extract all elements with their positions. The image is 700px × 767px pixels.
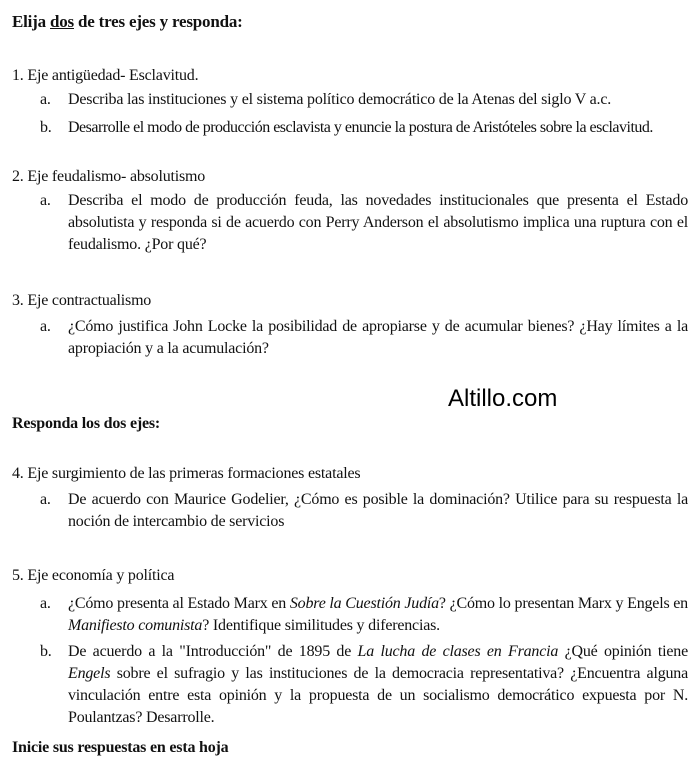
author-name: Engels bbox=[68, 665, 111, 682]
section-title: 4. Eje surgimiento de las primeras formaciones estatales bbox=[12, 465, 361, 482]
item-marker: b. bbox=[40, 119, 52, 136]
item-text: ¿Cómo justifica John Locke la posibilidad de apropiarse y de acumular bienes? ¿Hay límites a la apropiación y a la acumulación? bbox=[68, 318, 688, 357]
instruction-underlined: dos bbox=[50, 12, 74, 31]
item-text bbox=[68, 641, 688, 729]
section-title: 2. Eje feudalismo- absolutismo bbox=[12, 168, 206, 185]
item-text: Describa el modo de producción feuda, las novedades institucionales que presenta el Estado absolutista y responda si de acuerdo con Perry Anderson el absolutismo implica una ruptura con el feudalismo. ¿Por qué? bbox=[68, 192, 688, 253]
item-marker: a. bbox=[40, 595, 51, 612]
book-title: Manifiesto comunista bbox=[68, 617, 203, 634]
instruction-pre: Elija bbox=[12, 12, 50, 31]
item-text-part: ¿Qué opinión tiene bbox=[558, 643, 688, 660]
item-text bbox=[68, 593, 688, 637]
book-title: Sobre la Cuestión Judía bbox=[289, 595, 439, 612]
item-marker: a. bbox=[40, 491, 51, 508]
instruction-post: de tres ejes y responda: bbox=[73, 12, 243, 31]
item-text-part: ? Identifique similitudes y diferencias. bbox=[202, 617, 440, 634]
item-marker: a. bbox=[40, 318, 51, 335]
footer-instruction: Inicie sus respuestas en esta hoja bbox=[12, 739, 229, 756]
item-text-part: sobre el sufragio y las instituciones de la democracia representativa? ¿Encuentra alguna vinculación entre esta opinión y la propuesta de un socialismo democrático expuesta por N. Poulantzas? Desarrolle. bbox=[68, 665, 688, 726]
subheading: Responda los dos ejes: bbox=[12, 415, 161, 432]
item-text-part: De acuerdo a la "Introducción" de 1895 de bbox=[68, 643, 358, 660]
section-title: 1. Eje antigüedad- Esclavitud. bbox=[12, 67, 199, 84]
item-marker: a. bbox=[40, 192, 51, 209]
item-text: Describa las instituciones y el sistema político democrático de la Atenas del siglo V a.c. bbox=[68, 91, 612, 108]
altillo-watermark: Altillo.com bbox=[448, 385, 558, 412]
item-text-part: ? ¿Cómo lo presentan Marx y Engels en bbox=[438, 595, 688, 612]
section-title: 3. Eje contractualismo bbox=[12, 292, 152, 309]
book-title: La lucha de clases en Francia bbox=[357, 643, 559, 660]
instruction-heading bbox=[12, 12, 243, 32]
item-text: Desarrolle el modo de producción esclavista y enuncie la postura de Aristóteles sobre la esclavitud. bbox=[68, 119, 653, 136]
item-marker: a. bbox=[40, 91, 51, 108]
section-title: 5. Eje economía y política bbox=[12, 567, 175, 584]
item-text-part: ¿Cómo presenta al Estado Marx en bbox=[68, 595, 290, 612]
item-text: De acuerdo con Maurice Godelier, ¿Cómo es posible la dominación? Utilice para su respuesta la noción de intercambio de servicios bbox=[68, 491, 688, 530]
item-marker: b. bbox=[40, 643, 52, 660]
